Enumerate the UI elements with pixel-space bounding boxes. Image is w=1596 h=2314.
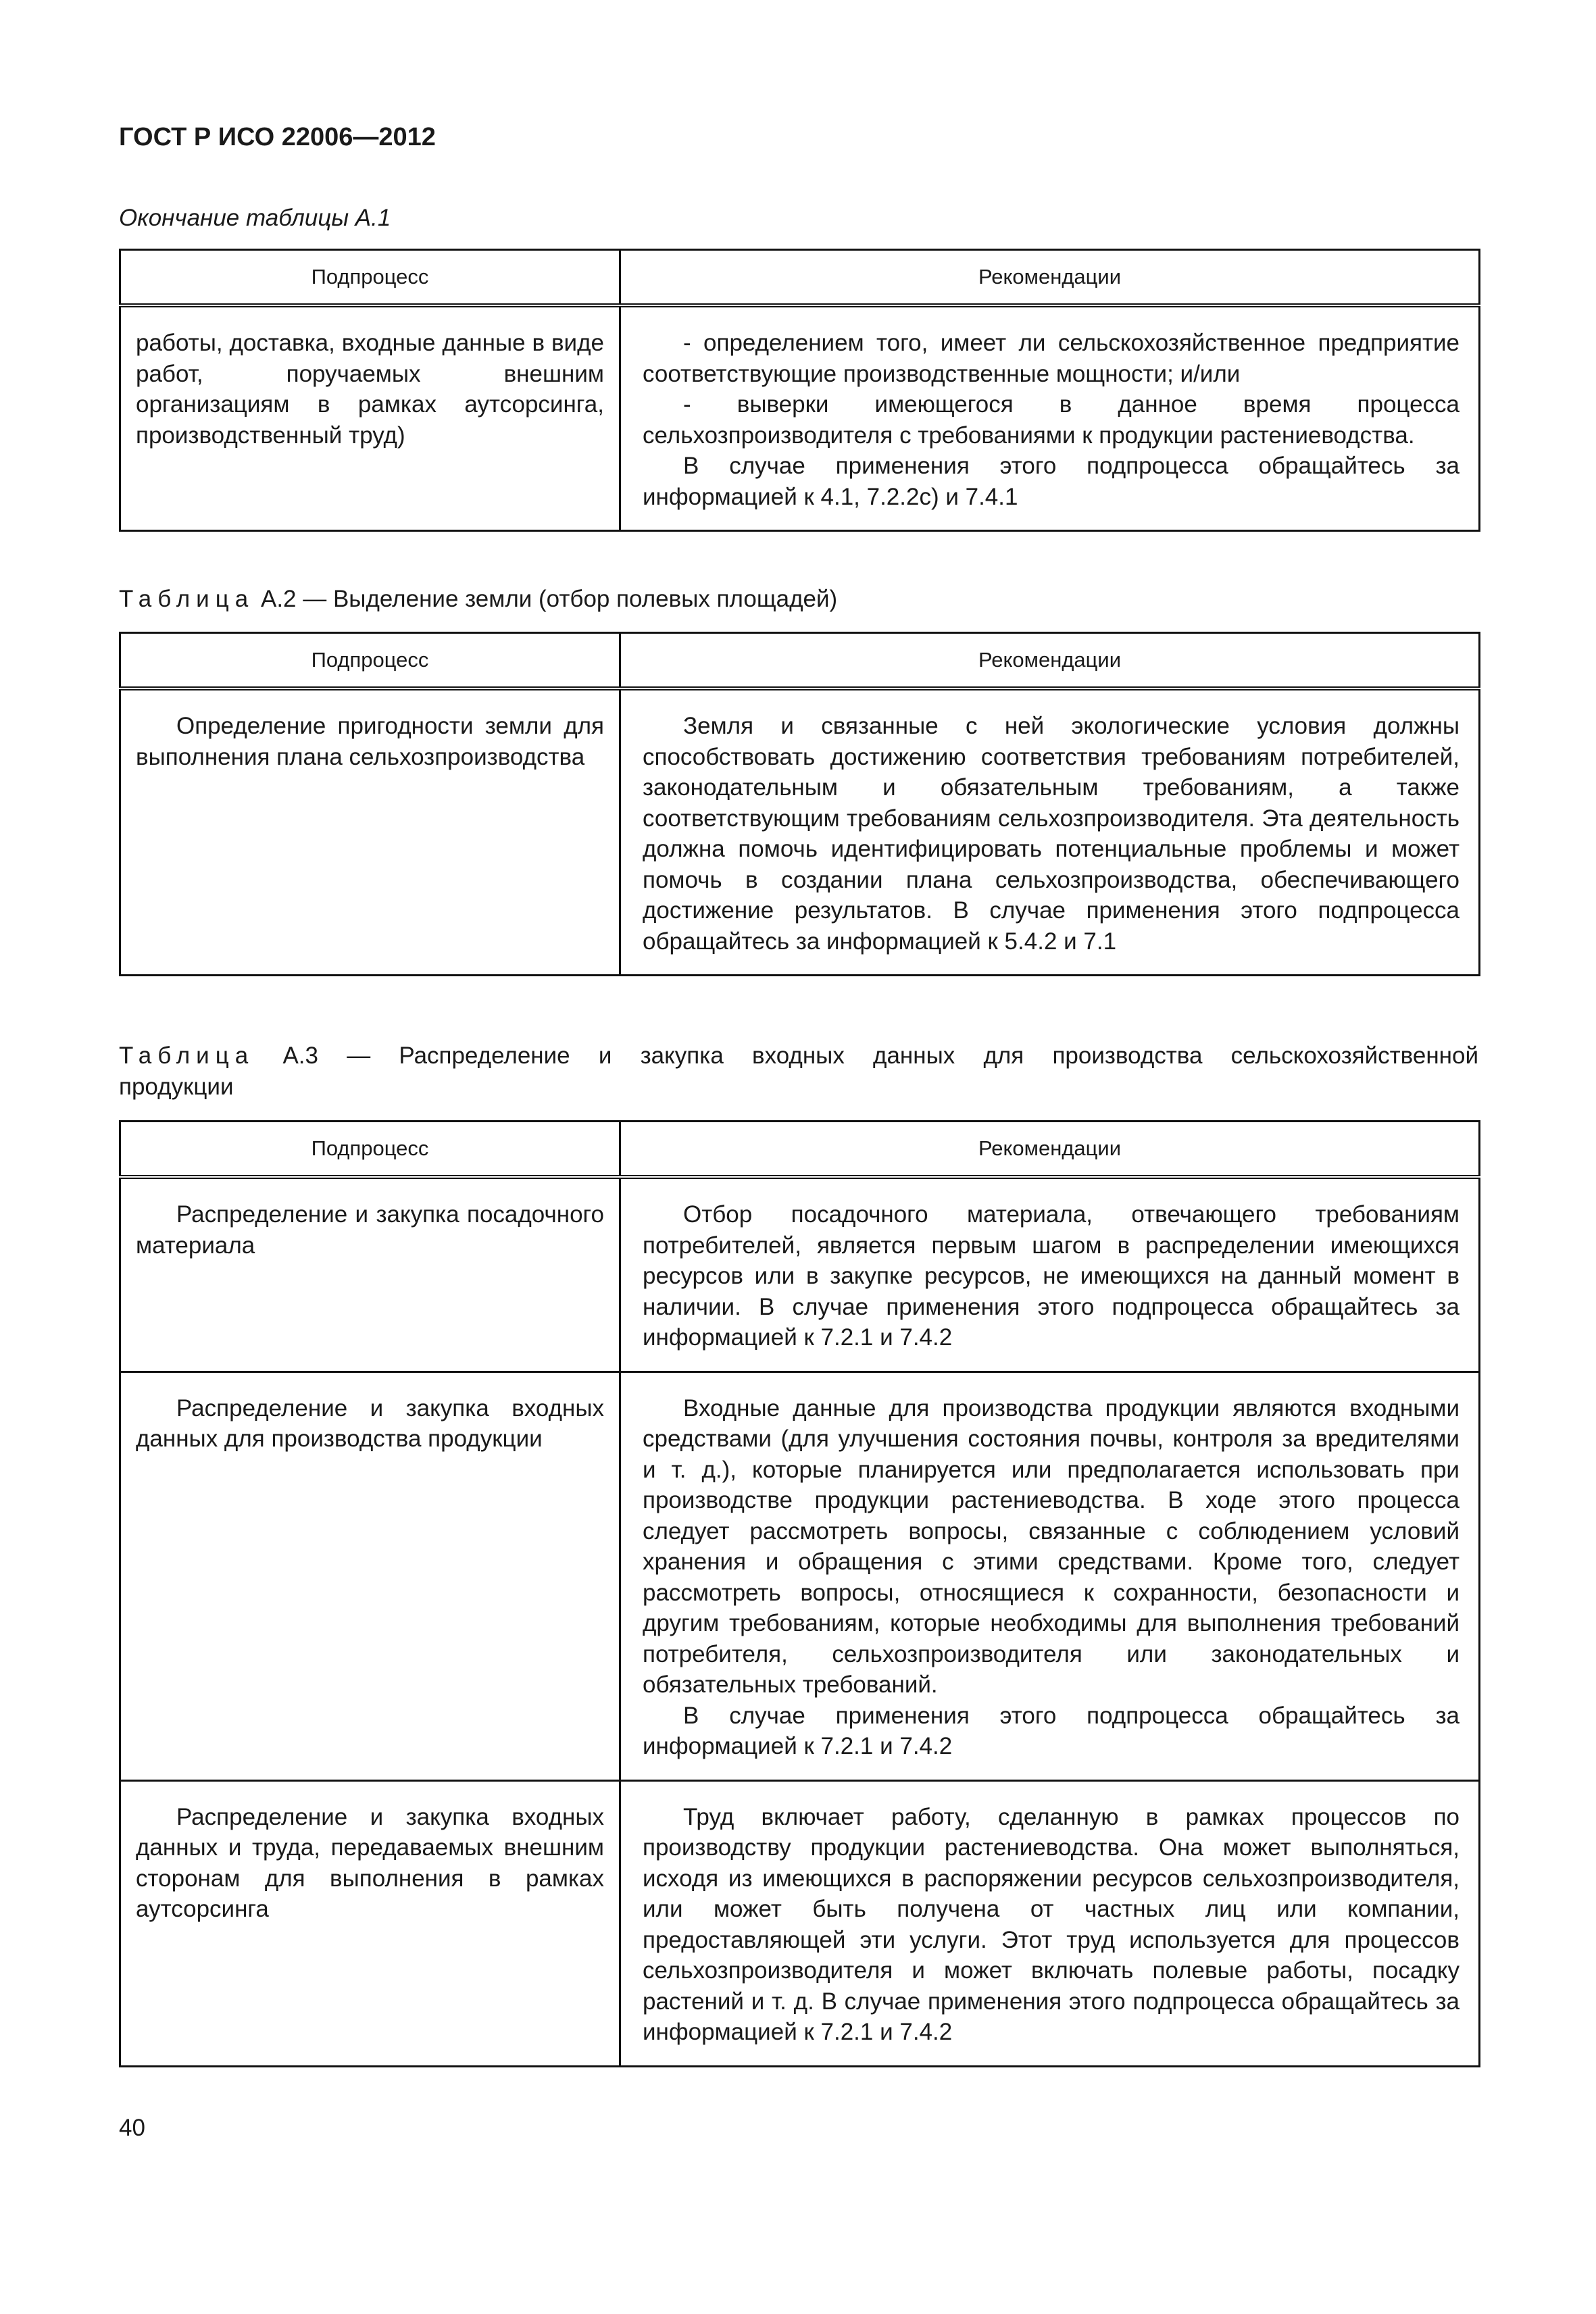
column-header-recommendations: Рекомендации: [620, 633, 1480, 689]
subprocess-cell: Распределение и закупка входных данных и труда, передаваемых внешним сторонам для выполнения в рамках аутсорсинга: [120, 1780, 620, 2066]
table-row: [120, 1780, 1480, 2066]
recommendation-cell: - определением того, имеет ли сельскохозяйственное предприятие соответствующие производственные мощности; и/или - выверки имеющегося в данное время процесса сельхозпроизводителя с требованиями к продукции растениеводства. В случае применения этого подпроцесса обращайтесь за информацией к 4.1, 7.2.2c) и 7.4.1: [620, 305, 1480, 531]
column-header-subprocess: Подпроцесс: [120, 1122, 620, 1178]
table-a2: [119, 632, 1480, 976]
table-a3-caption: Таблица А.3 — Распределение и закупка входных данных для производства сельскохозяйственной: [119, 1042, 1478, 1069]
table-row: [120, 1372, 1480, 1780]
table-a2-caption: Таблица А.2 — Выделение земли (отбор полевых площадей): [119, 586, 838, 612]
table-a3-caption-continued: продукции: [119, 1074, 234, 1100]
subprocess-cell: Определение пригодности земли для выполнения плана сельхозпроизводства: [120, 688, 620, 976]
column-header-subprocess: Подпроцесс: [120, 633, 620, 689]
table-a3: [119, 1120, 1480, 2067]
table-row: [120, 688, 1480, 976]
column-header-subprocess: Подпроцесс: [120, 250, 620, 306]
page-number: 40: [119, 2115, 145, 2141]
column-header-recommendations: Рекомендации: [620, 250, 1480, 306]
table-row: [120, 1177, 1480, 1372]
column-header-recommendations: Рекомендации: [620, 1122, 1480, 1178]
recommendation-cell: Земля и связанные с ней экологические условия должны способствовать достижению соответствия требованиям потребителей, законодательным и обязательным требованиям, а также соответствующим требованиям сельхозпроизводителя. Эта деятельность должна помочь идентифицировать потенциальные проблемы и может помочь в создании плана сельхозпроизводства, обеспечивающего достижение результатов. В случае применения этого подпроцесса обращайтесь за информацией к 5.4.2 и 7.1: [620, 688, 1480, 976]
subprocess-cell: Распределение и закупка посадочного материала: [120, 1177, 620, 1372]
table-a1: [119, 249, 1480, 532]
document-header: ГОСТ Р ИСО 22006—2012: [119, 123, 436, 151]
recommendation-cell: Входные данные для производства продукции являются входными средствами (для улучшения состояния почвы, контроля за вредителями и т. д.), которые планируется или предполагается использовать при производстве продукции растениеводства. В ходе этого процесса следует рассмотреть вопросы, связанные с соблюдением условий хранения и обращения с этими средствами. Кроме того, следует рассмотреть вопросы, относящиеся к сохранности, безопасности и другим требованиям, которые необходимы для выполнения требований потребителя, сельхозпроизводителя или законодательных и обязательных требований. В случае применения этого подпроцесса обращайтесь за информацией к 7.2.1 и 7.4.2: [620, 1372, 1480, 1780]
subprocess-cell: Распределение и закупка входных данных для производства продукции: [120, 1372, 620, 1780]
table-row: [120, 305, 1480, 531]
recommendation-cell: Отбор посадочного материала, отвечающего требованиям потребителей, является первым шагом в распределении имеющихся ресурсов или в закупке ресурсов, не имеющихся на данный момент в наличии. В случае применения этого подпроцесса обращайтесь за информацией к 7.2.1 и 7.4.2: [620, 1177, 1480, 1372]
subprocess-cell: работы, доставка, входные данные в виде работ, поручаемых внешним организациям в рамках аутсорсинга, производственный труд): [120, 305, 620, 531]
table-a1-caption: Окончание таблицы А.1: [119, 205, 391, 231]
recommendation-cell: Труд включает работу, сделанную в рамках процессов по производству продукции растениеводства. Она может выполняться, исходя из имеющихся в распоряжении ресурсов сельхозпроизводителя, или может быть получена от частных лиц или компании, предоставляющей эти услуги. Этот труд используется для процессов сельхозпроизводителя и может включать полевые работы, посадку растений и т. д. В случае применения этого подпроцесса обращайтесь за информацией к 7.2.1 и 7.4.2: [620, 1780, 1480, 2066]
